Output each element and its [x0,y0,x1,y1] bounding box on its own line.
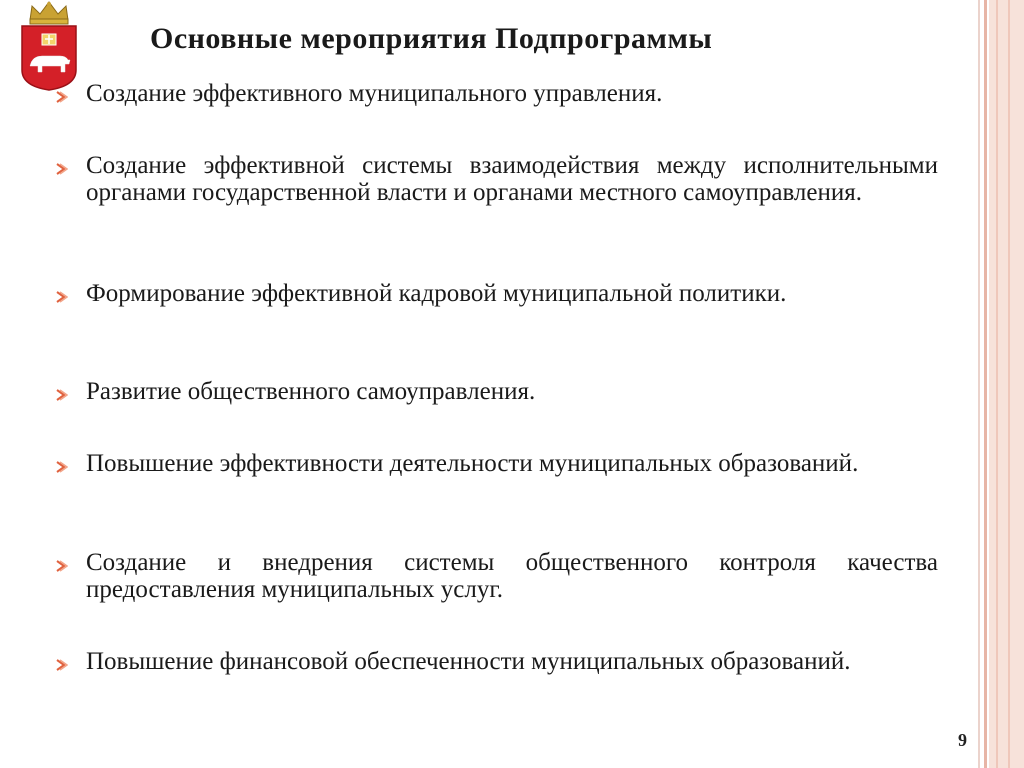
coat-of-arms-icon [18,0,80,92]
arrow-bullet-icon [56,460,68,474]
arrow-bullet-icon [56,658,68,672]
bullet-text: Создание эффективной системы взаимодействия между исполнительными органами государственной власти и органами местного самоуправления. [86,152,938,206]
bullet-text: Повышение эффективности деятельности муниципальных образований. [86,450,859,477]
arrow-bullet-icon [56,388,68,402]
list-item [56,450,938,477]
list-item [56,648,938,675]
bullet-text: Развитие общественного самоуправления. [86,378,536,405]
list-item [56,378,938,405]
decorative-stripes [978,0,1024,768]
list-item [56,80,938,107]
page-number: 9 [958,730,967,750]
list-item [56,152,938,206]
bullet-text: Повышение финансовой обеспеченности муниципальных образований. [86,648,851,675]
list-item [56,549,938,603]
arrow-bullet-icon [56,162,68,176]
bullet-text: Создание и внедрения системы общественного контроля качества предоставления муниципальных услуг. [86,549,938,603]
bullet-text: Формирование эффективной кадровой муниципальной политики. [86,280,787,307]
arrow-bullet-icon [56,90,68,104]
page-title: Основные мероприятия Подпрограммы [150,22,713,55]
bullet-text: Создание эффективного муниципального управления. [86,80,663,107]
list-item [56,280,938,307]
arrow-bullet-icon [56,559,68,573]
arrow-bullet-icon [56,290,68,304]
